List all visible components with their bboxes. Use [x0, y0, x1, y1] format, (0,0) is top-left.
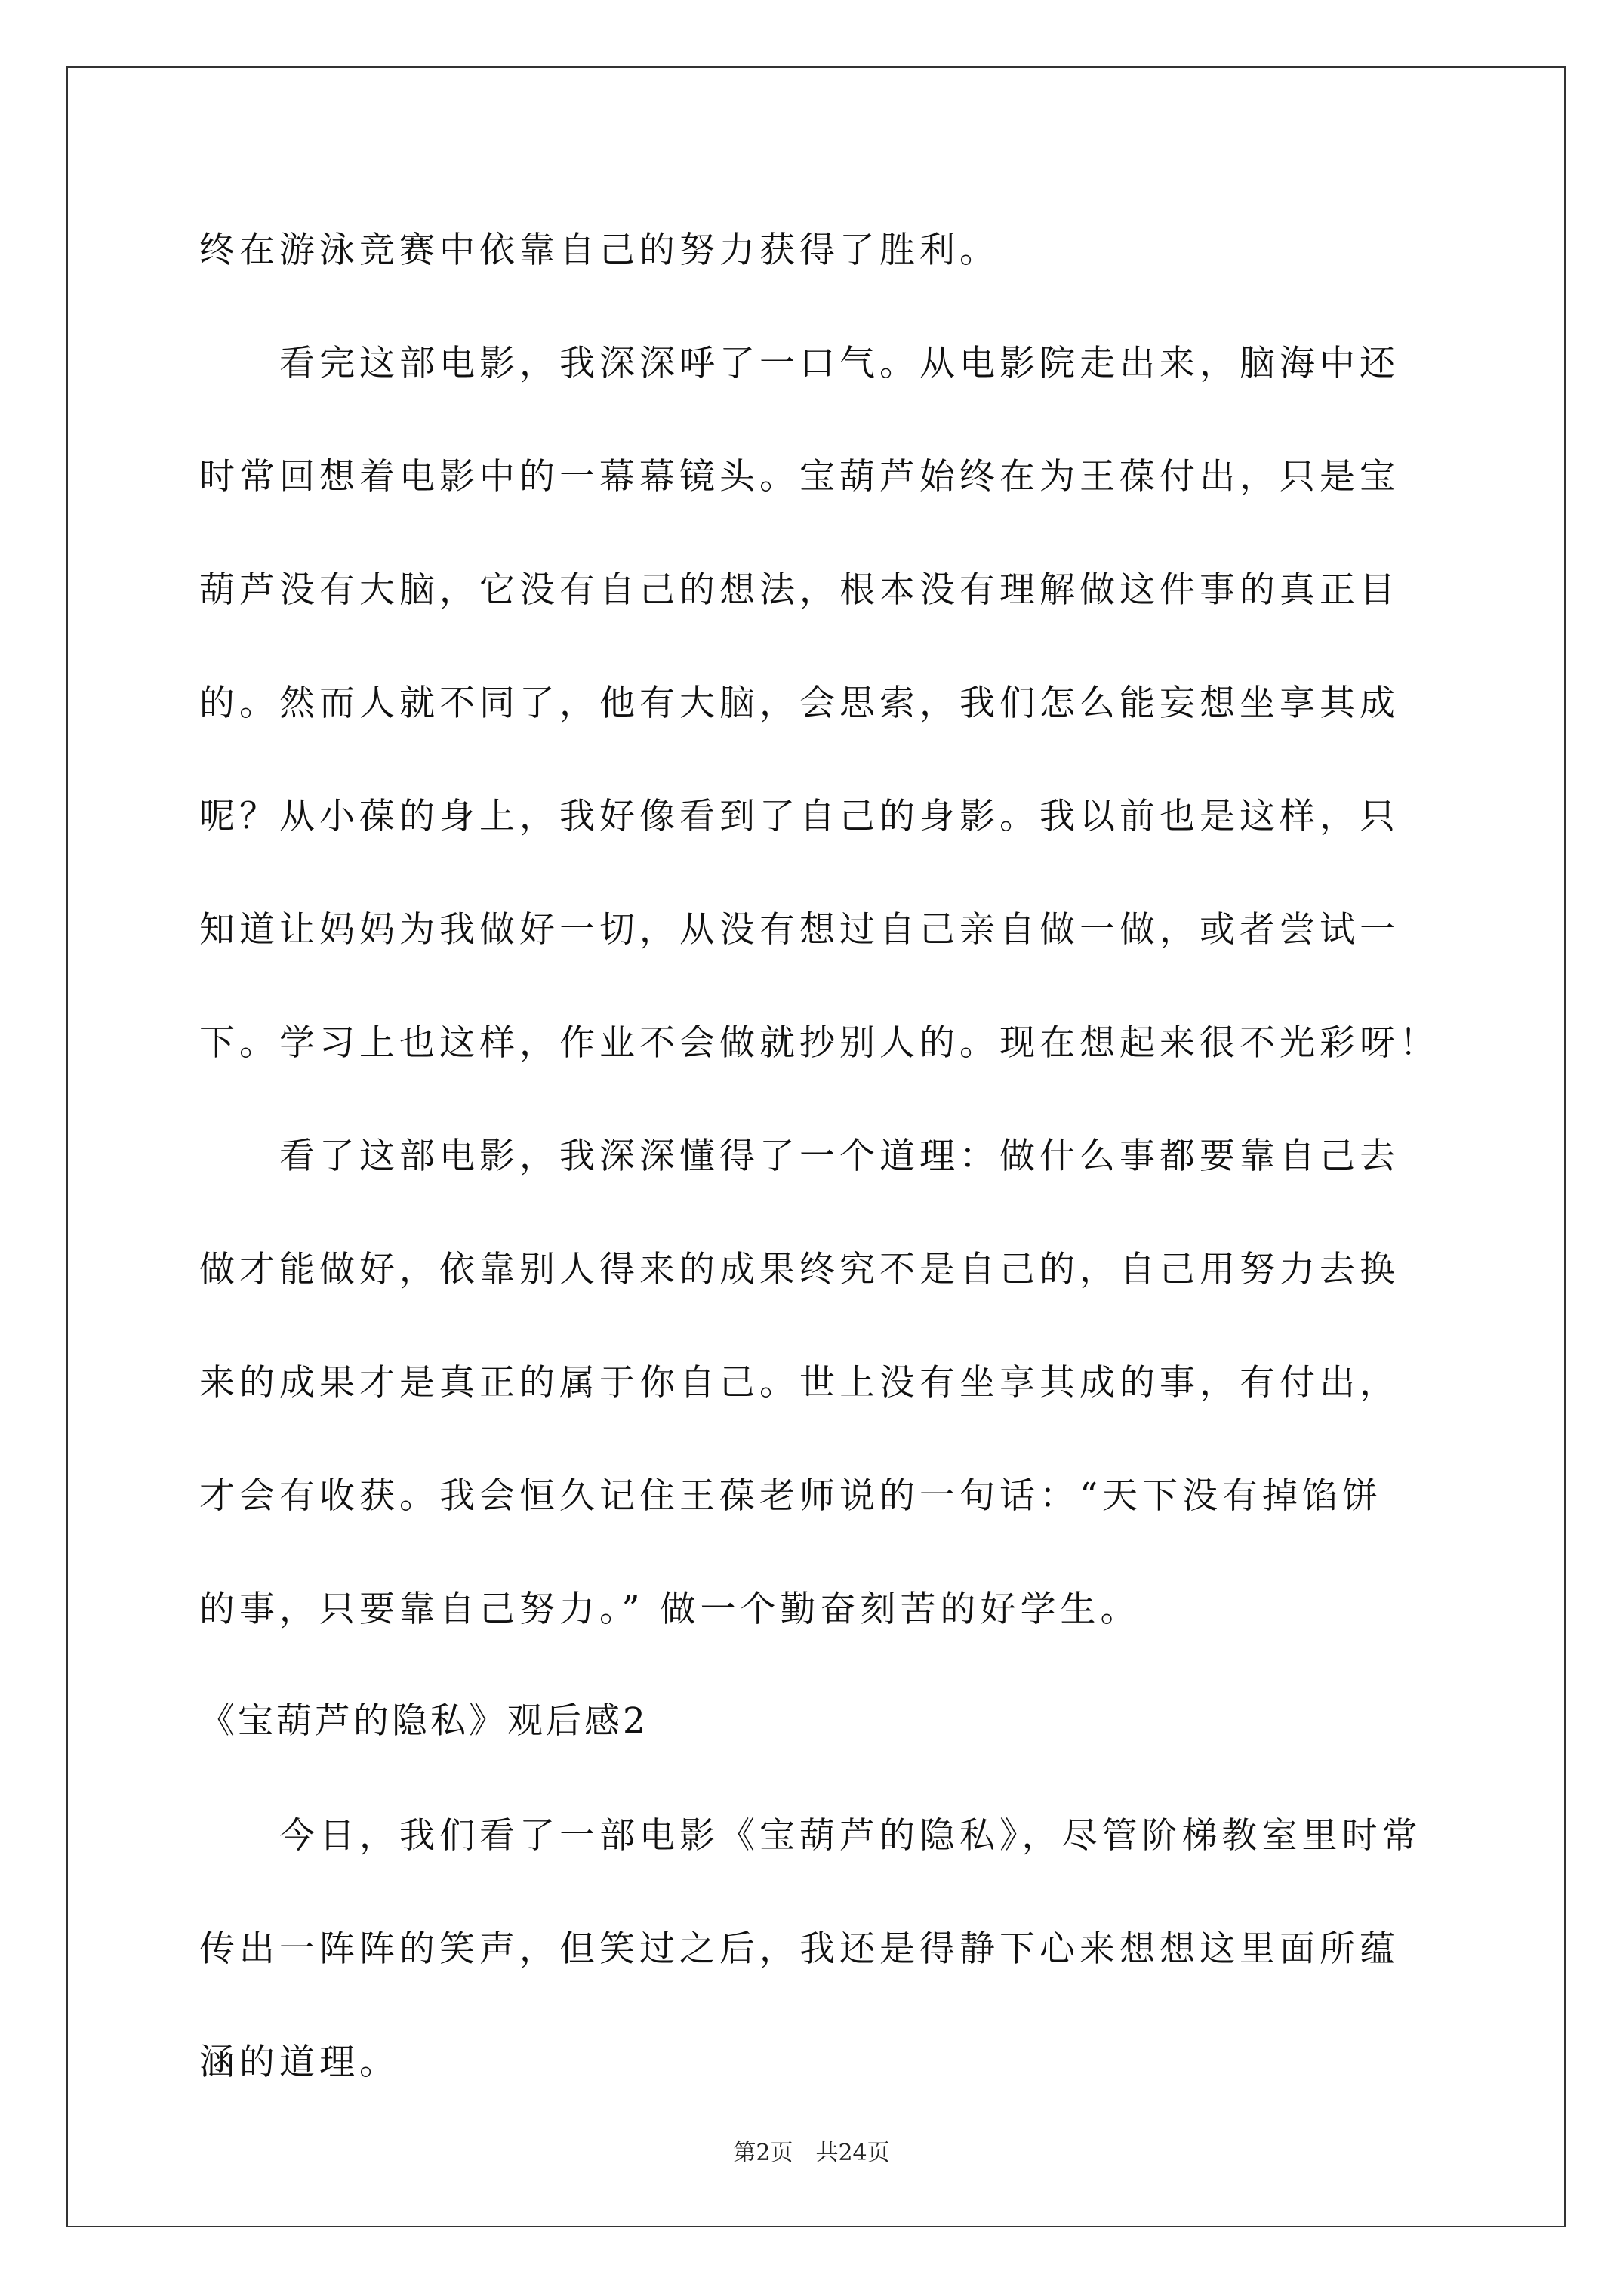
body-line-4: 葫芦没有大脑，它没有自己的想法，根本没有理解做这件事的真正目	[199, 569, 1400, 611]
body-line-1: 终在游泳竞赛中依靠自己的努力获得了胜利。	[199, 230, 999, 271]
body-line-2: 看完这部电影，我深深呼了一口气。从电影院走出来，脑海中还	[199, 343, 1400, 384]
body-line-10: 做才能做好，依靠别人得来的成果终究不是自己的，自己用努力去换	[199, 1249, 1400, 1290]
body-line-3: 时常回想着电影中的一幕幕镜头。宝葫芦始终在为王葆付出，只是宝	[199, 456, 1400, 498]
body-line-5: 的。然而人就不同了，他有大脑，会思索，我们怎么能妄想坐享其成	[199, 683, 1400, 724]
body-line-9: 看了这部电影，我深深懂得了一个道理：做什么事都要靠自己去	[199, 1136, 1400, 1177]
body-line-15: 传出一阵阵的笑声，但笑过之后，我还是得静下心来想想这里面所蕴	[199, 1928, 1400, 1970]
section-heading: 《宝葫芦的隐私》观后感2	[199, 1700, 648, 1742]
body-line-12: 才会有收获。我会恒久记住王葆老师说的一句话：“天下没有掉馅饼	[199, 1475, 1383, 1517]
body-line-14: 今日，我们看了一部电影《宝葫芦的隐私》，尽管阶梯教室里时常	[199, 1815, 1422, 1857]
page-number-footer: 第2页 共24页	[733, 2140, 890, 2166]
body-line-11: 来的成果才是真正的属于你自己。世上没有坐享其成的事，有付出，	[199, 1362, 1400, 1404]
body-line-8: 下。学习上也这样，作业不会做就抄别人的。现在想起来很不光彩呀！	[199, 1022, 1440, 1064]
body-line-16: 涵的道理。	[199, 2042, 399, 2083]
body-line-7: 知道让妈妈为我做好一切，从没有想过自己亲自做一做，或者尝试一	[199, 909, 1400, 951]
body-line-6: 呢？从小葆的身上，我好像看到了自己的身影。我以前也是这样，只	[199, 796, 1400, 837]
body-line-13: 的事，只要靠自己努力。” 做一个勤奋刻苦的好学生。	[199, 1589, 1141, 1630]
